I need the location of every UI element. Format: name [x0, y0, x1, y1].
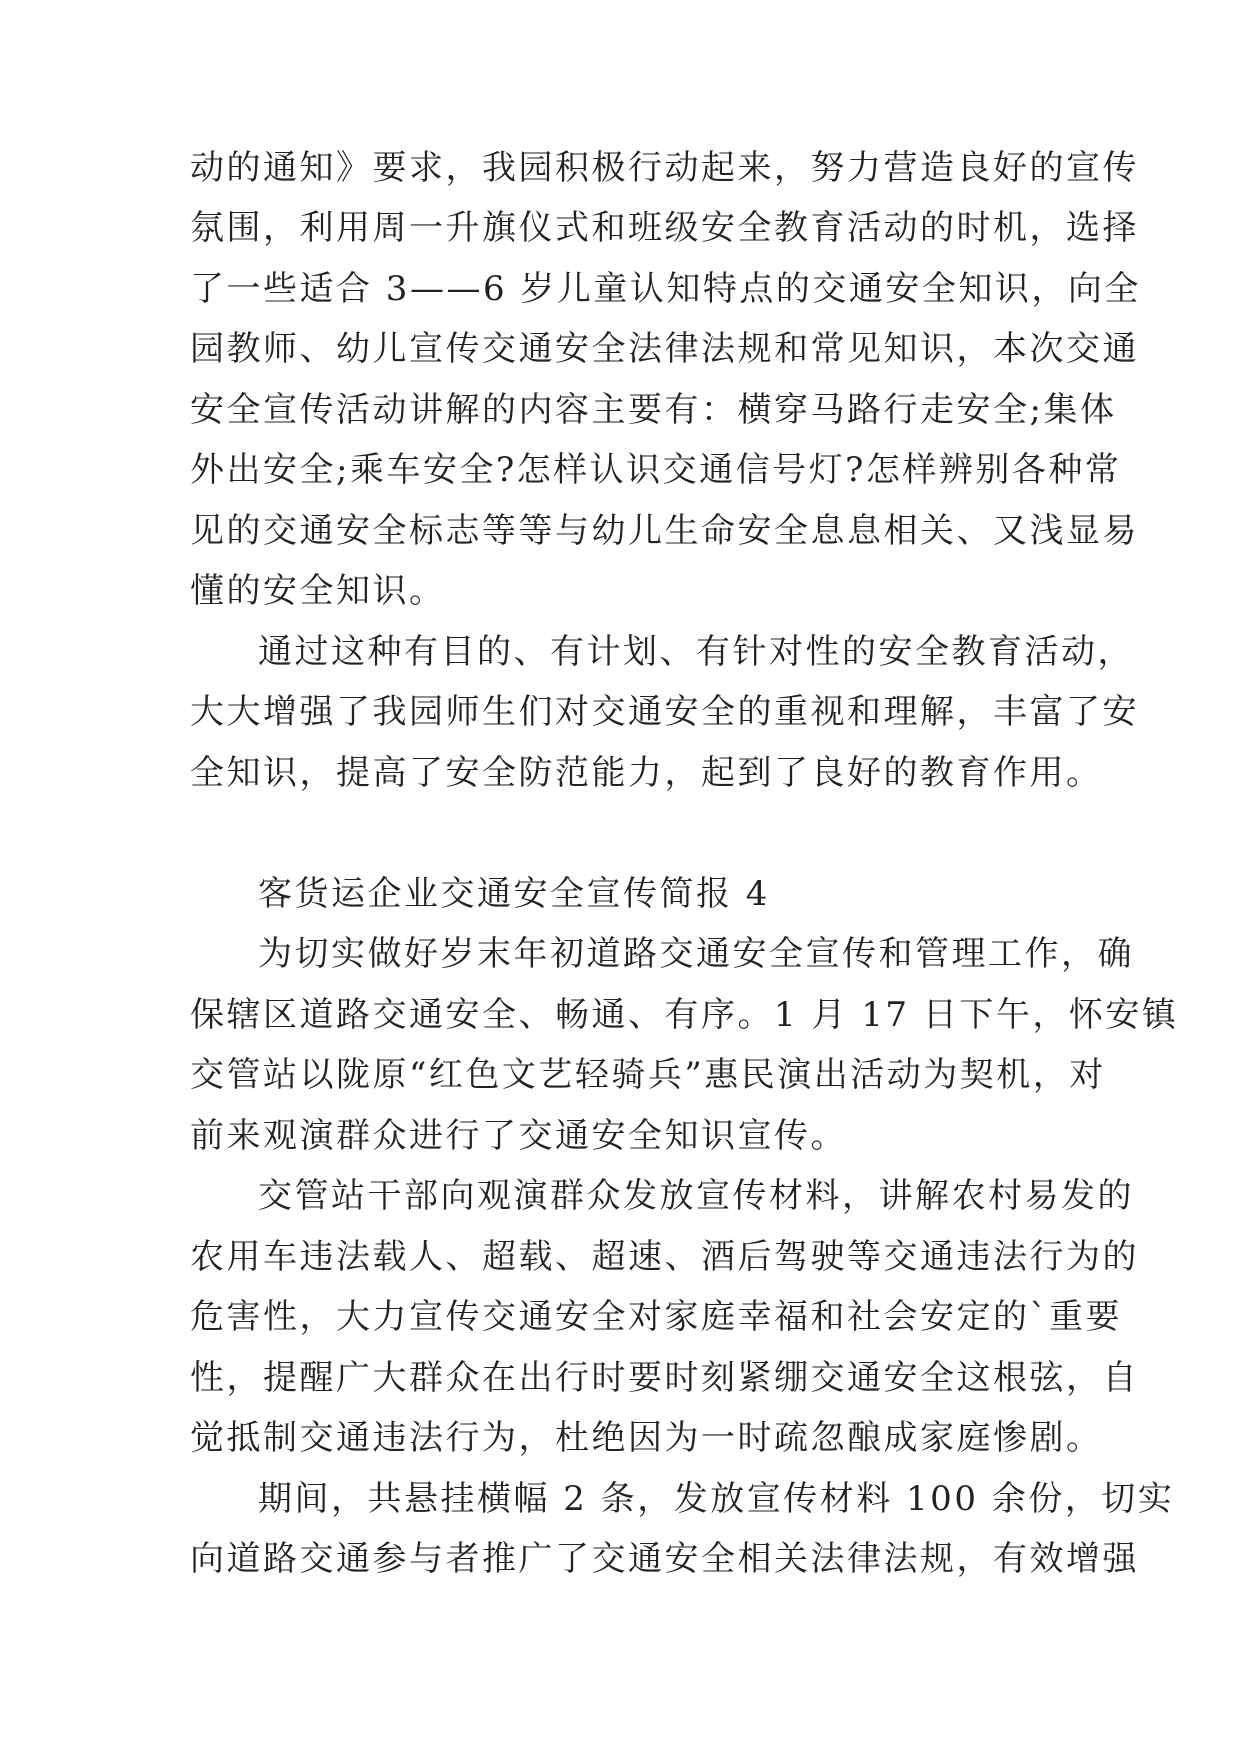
paragraph-line: 通过这种有目的、有计划、有针对性的安全教育活动， — [258, 632, 1134, 672]
paragraph-line: 为切实做好岁末年初道路交通安全宣传和管理工作，确 — [258, 934, 1134, 974]
paragraph-line: 危害性，大力宣传交通安全对家庭幸福和社会安定的`重要 — [190, 1297, 1122, 1337]
paragraph-line: 了一些适合 3——6 岁儿童认知特点的交通安全知识，向全 — [190, 269, 1141, 309]
paragraph-line: 外出安全;乘车安全?怎样认识交通信号灯?怎样辨别各种常 — [190, 450, 1122, 490]
paragraph-line: 觉抵制交通违法行为，杜绝因为一时疏忽酿成家庭惨剧。 — [190, 1418, 1103, 1458]
paragraph-line: 动的通知》要求，我园积极行动起来，努力营造良好的宣传 — [190, 148, 1139, 188]
paragraph-line: 期间，共悬挂横幅 2 条，发放宣传材料 100 余份，切实 — [258, 1479, 1175, 1519]
section-title: 客货运企业交通安全宣传简报 4 — [258, 874, 770, 914]
paragraph-line: 交管站以陇原“红色文艺轻骑兵”惠民演出活动为契机，对 — [190, 1055, 1106, 1095]
paragraph-line: 安全宣传活动讲解的内容主要有：横穿马路行走安全;集体 — [190, 390, 1117, 430]
paragraph-line: 性，提醒广大群众在出行时要时刻紧绷交通安全这根弦，自 — [190, 1358, 1139, 1398]
paragraph-line: 见的交通安全标志等等与幼儿生命安全息息相关、又浅显易 — [190, 511, 1139, 551]
paragraph-line: 向道路交通参与者推广了交通安全相关法律法规，有效增强 — [190, 1539, 1139, 1579]
paragraph-line: 懂的安全知识。 — [190, 571, 446, 611]
paragraph-line: 园教师、幼儿宣传交通安全法律法规和常见知识，本次交通 — [190, 329, 1139, 369]
paragraph-line: 大大增强了我园师生们对交通安全的重视和理解，丰富了安 — [190, 692, 1139, 732]
paragraph-line: 氛围，利用周一升旗仪式和班级安全教育活动的时机，选择 — [190, 208, 1139, 248]
paragraph-line: 交管站干部向观演群众发放宣传材料，讲解农村易发的 — [258, 1176, 1134, 1216]
paragraph-line: 农用车违法载人、超载、超速、酒后驾驶等交通违法行为的 — [190, 1237, 1139, 1277]
paragraph-line: 保辖区道路交通安全、畅通、有序。1 月 17 日下午，怀安镇 — [190, 995, 1179, 1035]
paragraph-line: 全知识，提高了安全防范能力，起到了良好的教育作用。 — [190, 753, 1103, 793]
paragraph-line: 前来观演群众进行了交通安全知识宣传。 — [190, 1116, 847, 1156]
